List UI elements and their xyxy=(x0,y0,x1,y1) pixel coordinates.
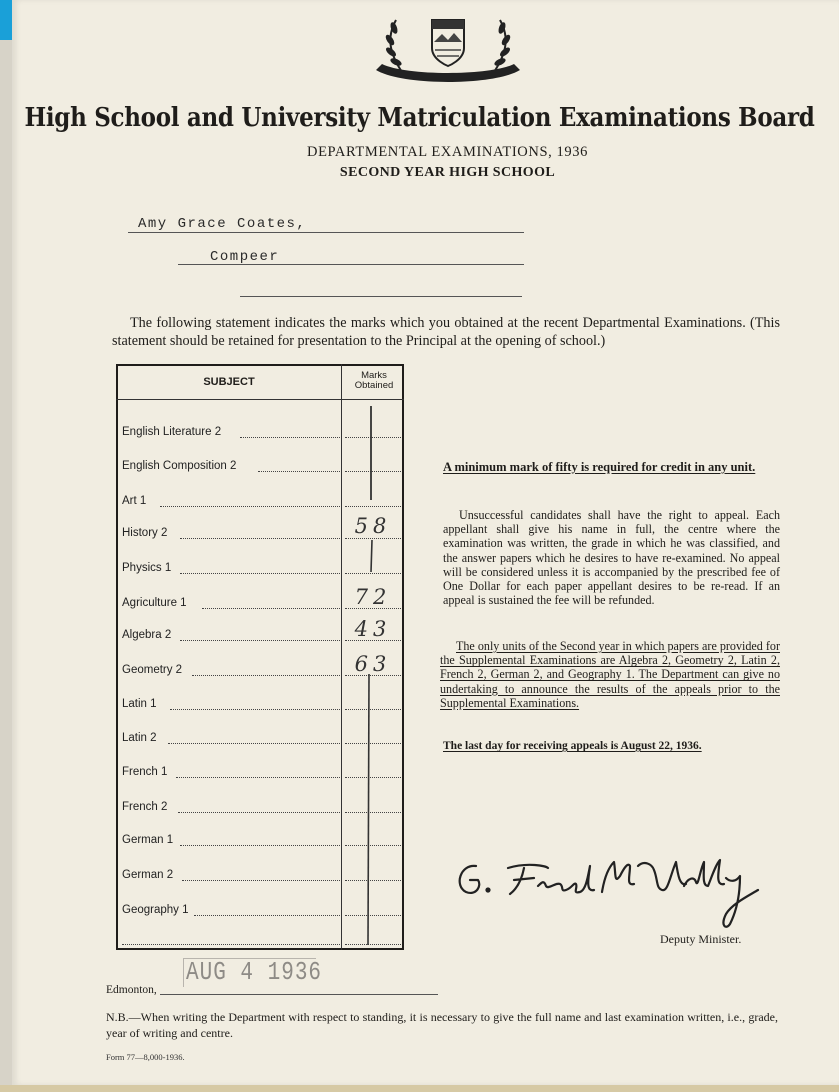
table-row: Physics 1 xyxy=(122,562,172,574)
subject-header: SUBJECT xyxy=(203,376,255,388)
mark-geometry-2: 63 xyxy=(354,652,392,676)
grade-line: SECOND YEAR HIGH SCHOOL xyxy=(339,165,556,180)
table-row: History 2 xyxy=(122,527,168,539)
table-row: English Literature 2 xyxy=(122,426,222,438)
scan-edge xyxy=(0,40,12,1092)
alberta-crest-icon xyxy=(372,14,524,86)
marks-header-line-2: Obtained xyxy=(354,380,394,391)
table-row: French 1 xyxy=(122,766,168,778)
appeal-paragraph: Unsuccessful candidates shall have the right to appeal. Each appellant shall give his name in full, the centre where the examination was written, the grade in which he was classified, and the answer papers which he desires to have re-examined. No appeal will be considered unless it is accompanied by the prescribed fee of One Dollar for each paper appellant desires to be re-read. If an appeal is sustained the fee will be refunded. xyxy=(443,508,780,608)
marks-header xyxy=(344,371,404,391)
scan-edge-blue xyxy=(0,0,12,40)
mark-history-2: 58 xyxy=(354,514,392,538)
table-row: Latin 2 xyxy=(122,732,157,744)
form-number: Form 77—8,000-1936. xyxy=(106,1052,185,1062)
signatory-title: Deputy Minister. xyxy=(660,932,742,946)
nb-note: N.B.—When writing the Department with respect to standing, it is necessary to give the full name and last examination written, i.e., grade, year of writing and centre. xyxy=(106,1010,778,1040)
name-line xyxy=(128,232,524,233)
table-row: German 1 xyxy=(122,834,174,846)
minimum-mark-note xyxy=(443,460,780,475)
signature-image xyxy=(448,846,768,936)
last-day-text: The last day for receiving appeals is August 22, 1936. xyxy=(443,740,702,752)
centre-line xyxy=(178,264,524,265)
last-day-note xyxy=(443,740,743,752)
address-line xyxy=(240,296,522,297)
place-label: Edmonton, xyxy=(106,984,157,996)
board-title: High School and University Matriculation Examinations Board xyxy=(24,101,815,134)
table-row: Geometry 2 xyxy=(122,664,183,676)
mark-agriculture-1: 72 xyxy=(354,585,392,609)
table-row: Geography 1 xyxy=(122,904,189,916)
supplemental-paragraph xyxy=(440,639,780,710)
intro-paragraph: The following statement indicates the marks which you obtained at the recent Departmental Examinations. (This statement should be retained for presentation to the Principal at the opening of school.) xyxy=(112,315,780,349)
mark-algebra-2: 43 xyxy=(354,617,392,641)
scan-bottom-edge xyxy=(0,1085,839,1092)
date-stamp: AUG 4 1936 xyxy=(186,959,323,988)
handwritten-strokes xyxy=(340,400,404,950)
table-row: Agriculture 1 xyxy=(122,597,187,609)
marks-header-line-1: Marks xyxy=(361,370,387,381)
supplemental-text: The only units of the Second year in which papers are provided for the Supplemental Examinations are Algebra 2, Geometry 2, Latin 2, French 2, German 2, and Geography 1. The Department can give no undertaking to announce the results of the appeals prior to the Supplemental Examinations. xyxy=(440,639,780,710)
table-row: French 2 xyxy=(122,801,168,813)
department-line: DEPARTMENTAL EXAMINATIONS, 1936 xyxy=(307,144,588,160)
table-row: Art 1 xyxy=(122,495,147,507)
date-line xyxy=(160,994,438,995)
candidate-name: Amy Grace Coates, xyxy=(138,216,307,232)
minimum-mark-text: A minimum mark of fifty is required for credit in any unit. xyxy=(443,460,756,474)
candidate-centre: Compeer xyxy=(210,249,280,265)
table-row: German 2 xyxy=(122,869,174,881)
table-row: English Composition 2 xyxy=(122,460,237,472)
table-row: Latin 1 xyxy=(122,698,157,710)
table-row: Algebra 2 xyxy=(122,629,172,641)
